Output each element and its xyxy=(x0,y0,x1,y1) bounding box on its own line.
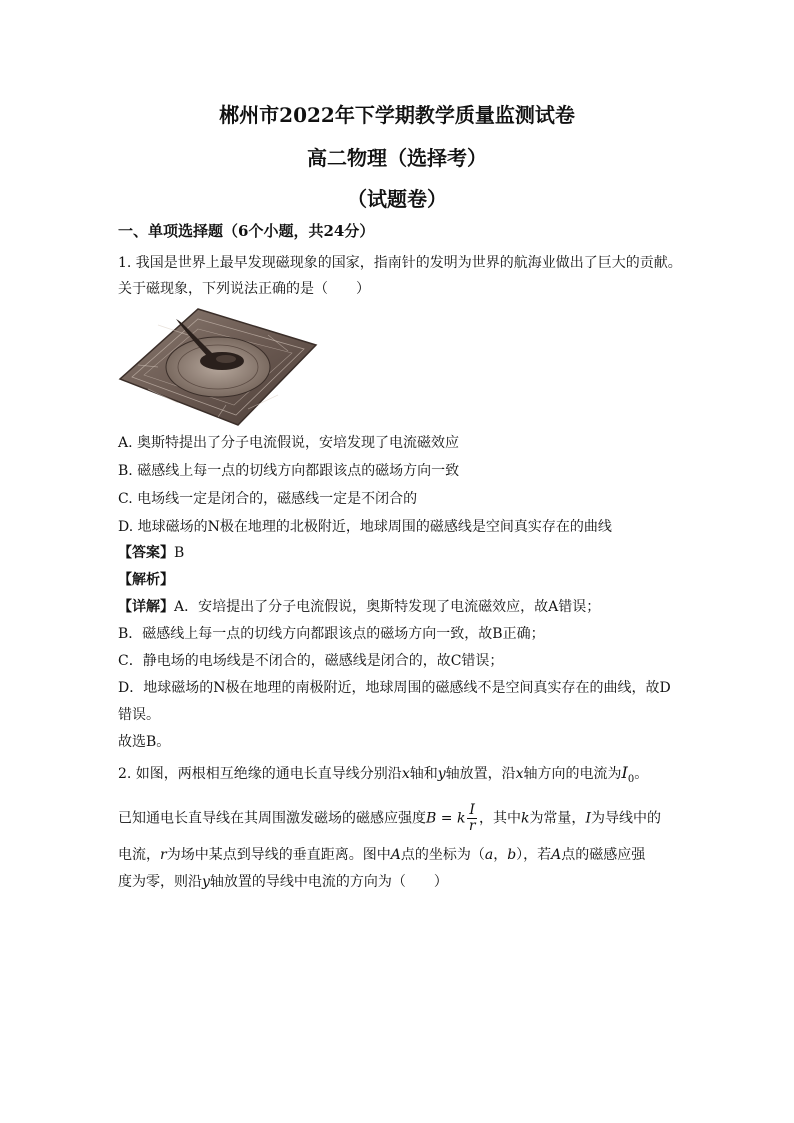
answer-label: 【答案】 xyxy=(118,545,174,561)
var-x: x xyxy=(401,766,410,782)
q1-answer xyxy=(118,543,184,563)
q1-detail-d-line1: D．地球磁场的N极在地理的南极附近，地球周围的磁感线不是空间真实存在的曲线，故D xyxy=(118,680,671,696)
q2-text: 2. 如图，两根相互绝缘的通电长直导线分别沿 xyxy=(118,766,402,782)
q1-detail-a xyxy=(118,597,600,617)
var-b: b xyxy=(507,847,517,863)
q1-option-d: D. 地球磁场的N极在地理的北极附近，地球周围的磁感线是空间真实存在的曲线 xyxy=(118,519,612,535)
q1-option-a: A. 奥斯特提出了分子电流假说，安培发现了电流磁效应 xyxy=(118,435,460,451)
q2-text: ， xyxy=(493,847,508,863)
section-heading: 一、单项选择题（6个小题，共24分） xyxy=(118,222,375,240)
subscript-zero: 0 xyxy=(627,773,635,785)
q2-text: 轴方向的电流为 xyxy=(523,766,622,782)
q2-text: 轴放置，沿 xyxy=(445,766,516,782)
fraction-numerator: I xyxy=(469,802,475,818)
q2-text: 已知通电长直导线在其周围激发磁场的磁感应强度 xyxy=(118,810,426,827)
formula-fraction xyxy=(467,803,477,834)
current-i0: I xyxy=(621,763,628,782)
analysis-label: 【解析】 xyxy=(118,572,174,588)
q2-text: 为常量， xyxy=(529,810,586,827)
q2-stem-line1 xyxy=(118,763,648,790)
q2-text: 轴和 xyxy=(409,766,438,782)
q2-text: 电流， xyxy=(118,847,160,863)
var-k: k xyxy=(520,810,530,827)
q2-text: 点的磁感应强 xyxy=(561,847,646,863)
formula-k: k xyxy=(456,810,466,827)
si-nan-compass-image xyxy=(118,305,318,427)
exam-paper-type: （试题卷） xyxy=(347,187,447,211)
detail-a-text: A．安培提出了分子电流假说，奥斯特发现了电流磁效应，故A错误； xyxy=(174,599,601,615)
formula-equals: = xyxy=(436,810,457,827)
var-y: y xyxy=(202,874,210,890)
q2-text: ），若 xyxy=(516,847,552,863)
q1-stem-line2: 关于磁现象，下列说法正确的是（ ） xyxy=(118,281,370,297)
q2-text: 度为零，则沿 xyxy=(118,874,202,890)
q1-detail-c: C．静电场的电场线是不闭合的，磁感线是闭合的，故C错误； xyxy=(118,653,504,669)
q2-text: 。 xyxy=(634,766,649,782)
detail-label: 【详解】 xyxy=(118,599,174,615)
exam-subtitle: 高二物理（选择考） xyxy=(307,146,487,170)
var-x: x xyxy=(515,766,524,782)
q2-stem-line4 xyxy=(118,872,448,892)
var-r: r xyxy=(160,847,167,863)
q2-stem-line2 xyxy=(118,803,661,834)
var-a-point: A xyxy=(390,847,401,863)
q1-stem-line1: 1. 我国是世界上最早发现磁现象的国家，指南针的发明为世界的航海业做出了巨大的贡献。 xyxy=(118,255,682,271)
var-a-point: A xyxy=(551,847,562,863)
q2-stem-line3 xyxy=(118,845,645,865)
q2-text: 点的坐标为（ xyxy=(400,847,485,863)
q1-option-b: B. 磁感线上每一点的切线方向都跟该点的磁场方向一致 xyxy=(118,463,460,479)
q1-detail-b: B．磁感线上每一点的切线方向都跟该点的磁场方向一致，故B正确； xyxy=(118,626,545,642)
q2-text: 轴放置的导线中电流的方向为（ ） xyxy=(209,874,448,890)
q2-text: 为场中某点到导线的垂直距离。图中 xyxy=(166,847,391,863)
var-a: a xyxy=(484,847,494,863)
formula-b: B xyxy=(426,810,437,827)
answer-value: B xyxy=(174,545,185,561)
q1-detail-d-line2: 错误。 xyxy=(118,707,160,723)
q1-option-c: C. 电场线一定是闭合的，磁感线一定是不闭合的 xyxy=(118,491,418,507)
q2-text: 为导线中的 xyxy=(590,810,661,827)
exam-title: 郴州市2022年下学期教学质量监测试卷 xyxy=(219,103,575,127)
fraction-denominator: r xyxy=(468,818,476,834)
q2-text: ，其中 xyxy=(478,810,521,827)
q1-conclusion: 故选B。 xyxy=(118,734,171,750)
var-i: I xyxy=(585,810,591,827)
var-y: y xyxy=(437,766,446,782)
